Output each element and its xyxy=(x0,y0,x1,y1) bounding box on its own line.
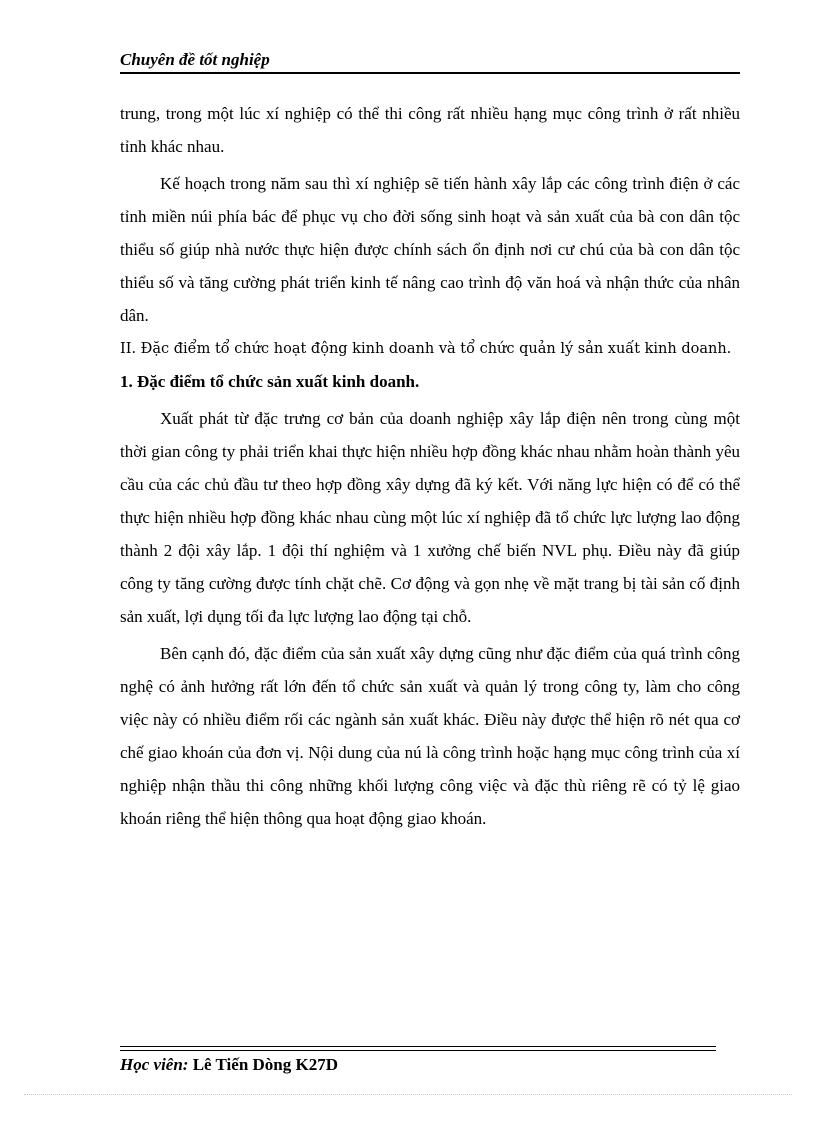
footer-label: Học viên: xyxy=(120,1055,189,1074)
paragraph-continuation: trung, trong một lúc xí nghiệp có thể thi công rất nhiều hạng mục công trình ở rất nhiều tỉnh khác nhau. xyxy=(120,104,740,156)
page-footer xyxy=(120,1055,338,1075)
footer-name: Lê Tiến Dòng K27D xyxy=(192,1055,339,1074)
document-body xyxy=(120,97,740,835)
section-heading: II. Đặc điểm tổ chức hoạt động kinh doanh và tổ chức quản lý sản xuất kinh doanh. xyxy=(120,341,732,357)
header-title: Chuyên đề tốt nghiệp xyxy=(120,50,270,69)
footer-divider xyxy=(120,1046,716,1051)
paragraph-production: Xuất phát từ đặc trưng cơ bản của doanh nghiệp xây lắp điện nên trong cùng một thời gian công ty phải triển khai thực hiện nhiều hợp đồng khác nhau nhằm hoàn thành yêu cầu của các chủ đầu tư theo hợp đồng xây dựng đã ký kết. Với năng lực hiện có để có thể thực hiện nhiều hợp đồng khác nhau cùng một lúc xí nghiệp đã tổ chức lực lượng lao động thành 2 đội xây lắp. 1 đội thí nghiệm và 1 xưởng chế biến NVL phụ. Điều này đã giúp công ty tăng cường được tính chặt chẽ. Cơ động và gọn nhẹ về mặt trang bị tài sản cố định sản xuất, lợi dụng tối đa lực lượng lao động tại chỗ. xyxy=(120,409,740,626)
paragraph-plan: Kế hoạch trong năm sau thì xí nghiệp sẽ tiến hành xây lắp các công trình điện ở các tỉnh miền núi phía bác để phục vụ cho đời sống sinh hoạt và sản xuất của bà con dân tộc thiểu số giúp nhà nước thực hiện được chính sách ổn định nơi cư chú của bà con dân tộc thiểu số và tăng cường phát triển kinh tế nâng cao trình độ văn hoá và nhận thức của nhân dân. xyxy=(120,174,740,325)
paragraph-contracting: Bên cạnh đó, đặc điểm của sản xuất xây dựng cũng như đặc điểm của quá trình công nghệ có ảnh hưởng rất lớn đến tổ chức sản xuất và quản lý trong công ty, làm cho công việc này có nhiều điểm rối các ngành sản xuất khác. Điều này được thể hiện rõ nét qua cơ chế giao khoán của đơn vị. Nội dung của nú là công trình hoặc hạng mục công trình của xí nghiệp nhận thầu thi công những khối lượng công việc và đặc thù riêng rẽ có tỷ lệ giao khoán riêng thể hiện thông qua hoạt động giao khoán. xyxy=(120,644,740,828)
page-edge-divider xyxy=(24,1094,792,1095)
page-header xyxy=(120,48,740,74)
sub-heading: 1. Đặc điểm tổ chức sản xuất kinh doanh. xyxy=(120,372,420,391)
